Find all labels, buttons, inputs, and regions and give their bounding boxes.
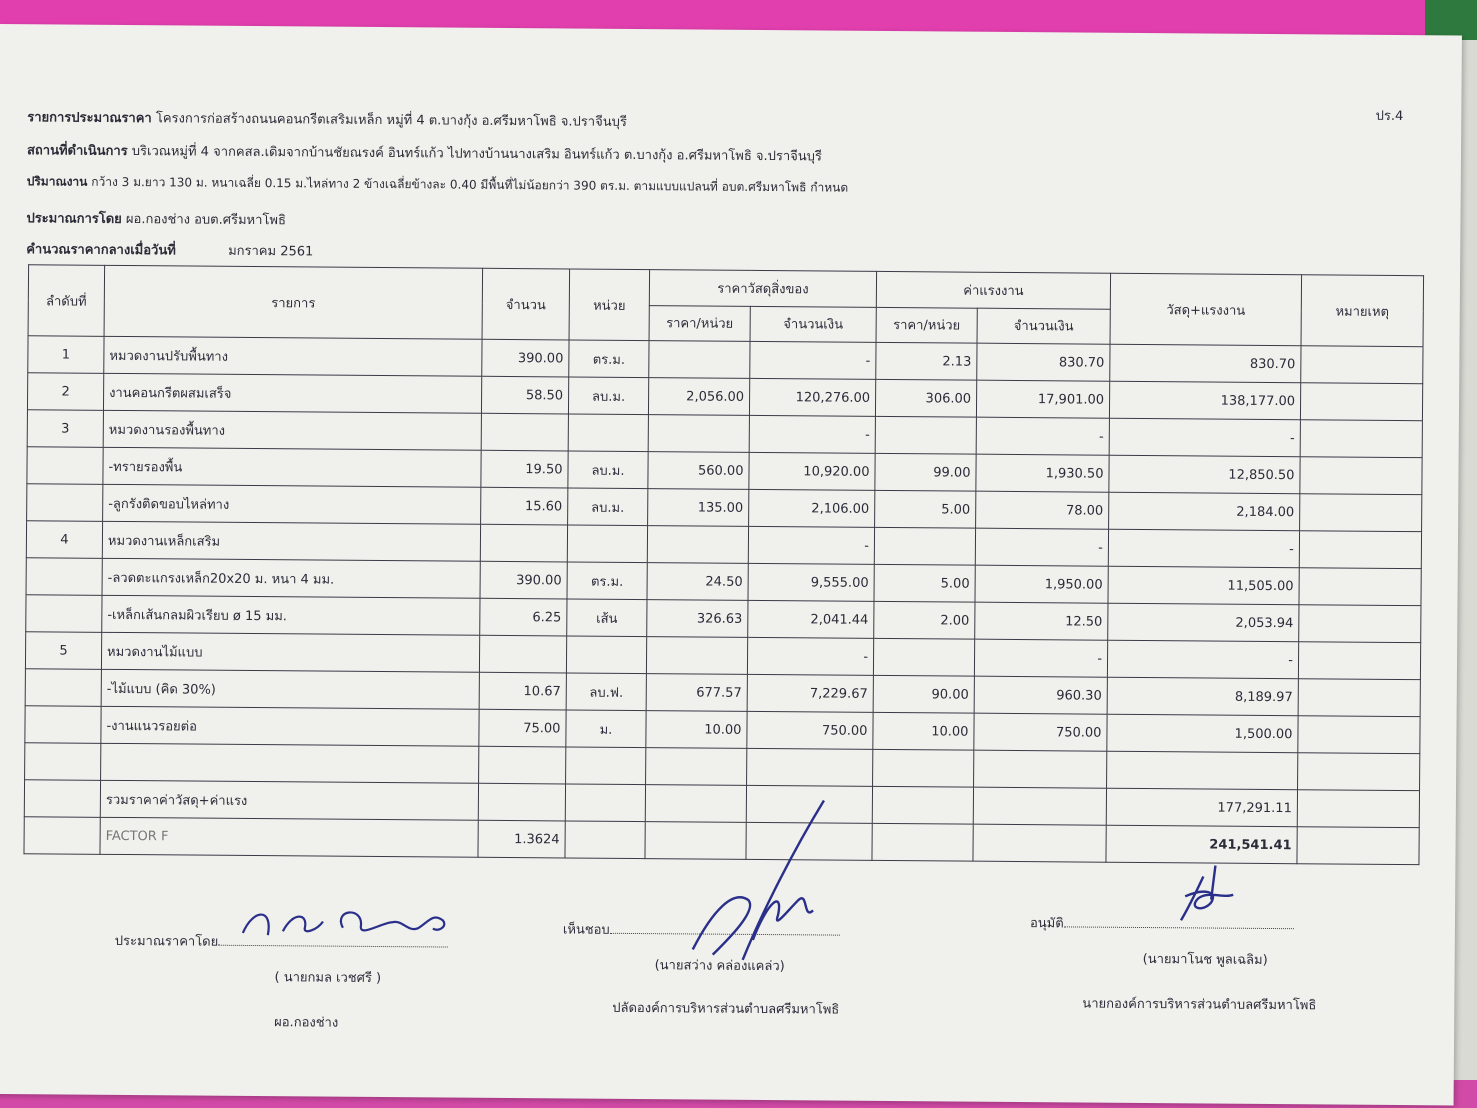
row-total: 138,177.00 bbox=[1109, 381, 1300, 419]
header-project bbox=[27, 106, 627, 132]
row-no bbox=[25, 706, 101, 744]
row-material-amount: - bbox=[750, 341, 876, 379]
grand-total-value: 241,541.41 bbox=[1106, 825, 1297, 863]
document-paper bbox=[0, 24, 1462, 1105]
col-header-no: ลำดับที่ bbox=[28, 265, 105, 337]
col-header-material-group: ราคาวัสดุสิ่งของ bbox=[649, 270, 876, 307]
row-labor-unit-price bbox=[873, 638, 974, 676]
row-labor-amount: 960.30 bbox=[974, 676, 1107, 714]
row-labor-unit-price: 99.00 bbox=[875, 453, 976, 491]
row-remark bbox=[1299, 531, 1421, 569]
row-item: -ลูกรังติดขอบไหล่ทาง bbox=[103, 484, 481, 524]
row-total: 8,189.97 bbox=[1107, 677, 1298, 715]
grand-total-tick-mark bbox=[1203, 863, 1223, 903]
header-estimated-by-text: ผอ.กองช่าง อบต.ศรีมหาโพธิ bbox=[125, 211, 286, 229]
row-labor-unit-price bbox=[874, 527, 975, 565]
row-item: หมวดงานปรับพื้นทาง bbox=[104, 336, 482, 376]
row-remark bbox=[1300, 420, 1422, 458]
row-total: 11,505.00 bbox=[1108, 566, 1299, 604]
row-item: -ไม้แบบ (คิด 30%) bbox=[101, 669, 479, 709]
table-body bbox=[24, 336, 1423, 865]
header-location bbox=[27, 139, 822, 166]
row-remark bbox=[1299, 605, 1421, 643]
row-material-unit-price bbox=[648, 415, 749, 453]
row-item: -งานแนวรอยต่อ bbox=[101, 706, 479, 746]
row-material-unit-price: 135.00 bbox=[648, 489, 749, 527]
factor-label: FACTOR F bbox=[100, 817, 478, 857]
row-material-unit-price: 326.63 bbox=[647, 600, 748, 638]
row-remark bbox=[1300, 383, 1422, 421]
row-qty bbox=[480, 524, 567, 562]
header-date bbox=[26, 238, 313, 261]
header-quantity-text: กว้าง 3 ม.ยาว 130 ม. หนาเฉลี่ย 0.15 ม.ไหล่ทาง 2 ข้างเฉลี่ยข้างละ 0.40 มีพื้นที่ไม่น้อยกว่า 390 ตร.ม. ตามแบบแปลนที่ อบต.ศรีมหาโพธิ กำหนด bbox=[91, 174, 849, 195]
row-labor-unit-price bbox=[875, 416, 976, 454]
row-item: หมวดงานรองพื้นทาง bbox=[103, 410, 481, 450]
row-labor-unit-price: 2.00 bbox=[874, 601, 975, 639]
row-labor-unit-price: 306.00 bbox=[875, 379, 976, 417]
row-item: งานคอนกรีตผสมเสร็จ bbox=[103, 373, 481, 413]
row-remark bbox=[1301, 346, 1423, 384]
row-labor-unit-price: 2.13 bbox=[876, 342, 977, 380]
header-quantity-label: ปริมาณงาน bbox=[26, 174, 88, 189]
row-qty: 75.00 bbox=[479, 709, 566, 747]
summary-no-cell bbox=[24, 780, 100, 818]
estimator-label: ประมาณราคาโดย bbox=[114, 933, 219, 950]
col-header-qty: จำนวน bbox=[482, 268, 570, 340]
row-labor-amount: 750.00 bbox=[974, 713, 1107, 751]
row-remark bbox=[1300, 494, 1422, 532]
row-remark bbox=[1298, 679, 1420, 717]
row-material-unit-price: 24.50 bbox=[647, 563, 748, 601]
header-quantity bbox=[27, 172, 849, 197]
row-labor-amount: 12.50 bbox=[975, 602, 1108, 640]
reviewer-label: เห็นชอบ bbox=[562, 922, 610, 938]
row-no: 2 bbox=[27, 373, 103, 411]
header-estimated-by bbox=[26, 207, 286, 230]
row-total: 2,053.94 bbox=[1108, 603, 1299, 641]
header-estimated-by-label: ประมาณการโดย bbox=[26, 211, 122, 227]
row-remark bbox=[1299, 568, 1421, 606]
approver-name: (นายมาโนช พูลเฉลิม) bbox=[1142, 952, 1268, 968]
col-header-labor-amount: จำนวนเงิน bbox=[977, 308, 1110, 345]
row-item: -เหล็กเส้นกลมผิวเรียบ ø 15 มม. bbox=[102, 595, 480, 635]
col-header-unit: หน่วย bbox=[569, 269, 650, 341]
row-remark bbox=[1298, 642, 1420, 680]
row-material-unit-price: 560.00 bbox=[648, 452, 749, 490]
row-qty: 390.00 bbox=[480, 561, 567, 599]
row-remark bbox=[1298, 753, 1420, 791]
row-labor-amount: 1,930.50 bbox=[976, 454, 1109, 492]
row-qty: 19.50 bbox=[481, 450, 568, 488]
row-unit: ลบ.ฟ. bbox=[566, 673, 646, 711]
approver-sign-line bbox=[1030, 912, 1294, 935]
row-labor-unit-price: 10.00 bbox=[873, 712, 974, 750]
factor-value: 1.3624 bbox=[478, 820, 565, 858]
row-material-amount bbox=[747, 748, 873, 786]
row-material-amount: - bbox=[748, 526, 874, 564]
row-total: 2,184.00 bbox=[1109, 492, 1300, 530]
header-location-label: สถานที่ดำเนินการ bbox=[26, 143, 128, 160]
row-total: - bbox=[1108, 529, 1299, 567]
row-material-unit-price: 2,056.00 bbox=[648, 378, 749, 416]
row-material-amount: 9,555.00 bbox=[748, 563, 874, 601]
row-no bbox=[26, 595, 102, 633]
row-material-amount: 750.00 bbox=[747, 711, 873, 749]
row-material-unit-price bbox=[646, 748, 747, 786]
reviewer-signature bbox=[672, 789, 844, 990]
summary-value: 177,291.11 bbox=[1106, 788, 1297, 826]
col-header-item: รายการ bbox=[104, 265, 483, 339]
row-material-amount: 2,041.44 bbox=[748, 600, 874, 638]
approver-label: อนุมัติ bbox=[1029, 916, 1064, 932]
row-total: - bbox=[1109, 418, 1300, 456]
reviewer-name: (นายสว่าง คล่องแคล่ว) bbox=[654, 958, 785, 975]
col-header-material-unit-price: ราคา/หน่วย bbox=[649, 305, 750, 341]
row-material-amount: 120,276.00 bbox=[749, 378, 875, 416]
row-unit: ตร.ม. bbox=[567, 562, 647, 600]
row-unit: ลบ.ม. bbox=[568, 377, 648, 415]
row-qty bbox=[479, 635, 566, 673]
row-material-amount: - bbox=[747, 637, 873, 675]
row-no bbox=[25, 669, 101, 707]
row-unit: ตร.ม. bbox=[569, 340, 649, 378]
row-total: 12,850.50 bbox=[1109, 455, 1300, 493]
row-labor-amount: 17,901.00 bbox=[976, 380, 1109, 418]
row-labor-unit-price: 5.00 bbox=[874, 564, 975, 602]
row-item: -ลวดตะแกรงเหล็ก20x20 ม. หนา 4 มม. bbox=[102, 558, 480, 598]
background-green-strip bbox=[1425, 0, 1477, 40]
row-qty: 10.67 bbox=[479, 672, 566, 710]
col-header-remark: หมายเหตุ bbox=[1301, 275, 1424, 347]
row-material-amount: - bbox=[749, 415, 875, 453]
col-header-labor-group: ค่าแรงงาน bbox=[876, 271, 1110, 308]
row-unit: ม. bbox=[566, 710, 646, 748]
row-labor-amount bbox=[974, 750, 1107, 788]
row-material-unit-price bbox=[647, 526, 748, 564]
header-location-text: บริเวณหมู่ที่ 4 จากคสล.เดิมจากบ้านชัยณรงค์ อินทร์แก้ว ไปทางบ้านนางเสริม อินทร์แก้ว ต.บางกุ้ง อ.ศรีมหาโพธิ จ.ปราจีนบุรี bbox=[131, 144, 822, 165]
row-remark bbox=[1298, 716, 1420, 754]
estimator-signature bbox=[233, 891, 473, 953]
row-total bbox=[1107, 751, 1298, 789]
row-unit: ลบ.ม. bbox=[568, 488, 648, 526]
header-project-text: โครงการก่อสร้างถนนคอนกรีตเสริมเหล็ก หมู่ที่ 4 ต.บางกุ้ง อ.ศรีมหาโพธิ จ.ปราจีนบุรี bbox=[155, 111, 627, 130]
summary-label: รวมราคาค่าวัสดุ+ค่าแรง bbox=[100, 780, 478, 820]
row-unit bbox=[566, 747, 646, 785]
row-total: 830.70 bbox=[1110, 344, 1301, 382]
row-no bbox=[26, 558, 102, 596]
row-qty bbox=[481, 413, 568, 451]
row-unit bbox=[566, 636, 646, 674]
row-material-unit-price: 677.57 bbox=[646, 674, 747, 712]
row-labor-amount: - bbox=[975, 528, 1108, 566]
col-header-material-amount: จำนวนเงิน bbox=[750, 306, 876, 342]
row-labor-unit-price: 5.00 bbox=[875, 490, 976, 528]
row-item: หมวดงานเหล็กเสริม bbox=[102, 521, 480, 561]
row-total: 1,500.00 bbox=[1107, 714, 1298, 752]
row-no bbox=[27, 447, 103, 485]
page-number: ปร.4 bbox=[1375, 108, 1404, 125]
header-date-text: มกราคม 2561 bbox=[228, 243, 314, 260]
row-no bbox=[27, 484, 103, 522]
row-no: 5 bbox=[25, 632, 101, 670]
row-material-unit-price bbox=[649, 341, 750, 379]
row-no: 4 bbox=[26, 521, 102, 559]
row-unit bbox=[568, 414, 648, 452]
row-labor-unit-price bbox=[873, 749, 974, 787]
row-item bbox=[101, 743, 479, 783]
row-labor-amount: 1,950.00 bbox=[975, 565, 1108, 603]
row-material-amount: 7,229.67 bbox=[747, 674, 873, 712]
row-material-unit-price bbox=[646, 637, 747, 675]
reviewer-title: ปลัดองค์การบริหารส่วนตำบลศรีมหาโพธิ bbox=[612, 1000, 840, 1018]
estimator-name: ( นายกมล เวชศรี ) bbox=[274, 970, 382, 987]
row-qty: 15.60 bbox=[481, 487, 568, 525]
row-no: 1 bbox=[28, 336, 104, 374]
row-labor-amount: 830.70 bbox=[977, 343, 1110, 381]
col-header-total: วัสดุ+แรงงาน bbox=[1110, 273, 1302, 345]
row-unit bbox=[567, 525, 647, 563]
row-total: - bbox=[1107, 640, 1298, 678]
row-qty: 58.50 bbox=[481, 376, 568, 414]
row-labor-amount: - bbox=[974, 639, 1107, 677]
row-material-unit-price: 10.00 bbox=[646, 711, 747, 749]
row-no bbox=[25, 743, 101, 781]
estimate-table bbox=[23, 264, 1424, 865]
header-project-label: รายการประมาณราคา bbox=[27, 110, 152, 127]
row-qty: 390.00 bbox=[482, 339, 569, 377]
row-item: หมวดงานไม้แบบ bbox=[101, 632, 479, 672]
row-material-amount: 2,106.00 bbox=[749, 489, 875, 527]
row-unit: ลบ.ม. bbox=[568, 451, 648, 489]
col-header-labor-unit-price: ราคา/หน่วย bbox=[876, 307, 977, 343]
row-labor-amount: 78.00 bbox=[976, 491, 1109, 529]
row-labor-unit-price: 90.00 bbox=[873, 675, 974, 713]
row-no: 3 bbox=[27, 410, 103, 448]
row-unit: เส้น bbox=[567, 599, 647, 637]
row-item: -ทรายรองพื้น bbox=[103, 447, 481, 487]
row-material-amount: 10,920.00 bbox=[749, 452, 875, 490]
row-labor-amount: - bbox=[976, 417, 1109, 455]
row-qty: 6.25 bbox=[480, 598, 567, 636]
header-date-label: คำนวณราคากลางเมื่อวันที่ bbox=[26, 242, 176, 259]
row-remark bbox=[1300, 457, 1422, 495]
row-qty bbox=[479, 746, 566, 784]
estimator-title: ผอ.กองช่าง bbox=[274, 1015, 339, 1031]
approver-title: นายกองค์การบริหารส่วนตำบลศรีมหาโพธิ bbox=[1082, 996, 1317, 1014]
